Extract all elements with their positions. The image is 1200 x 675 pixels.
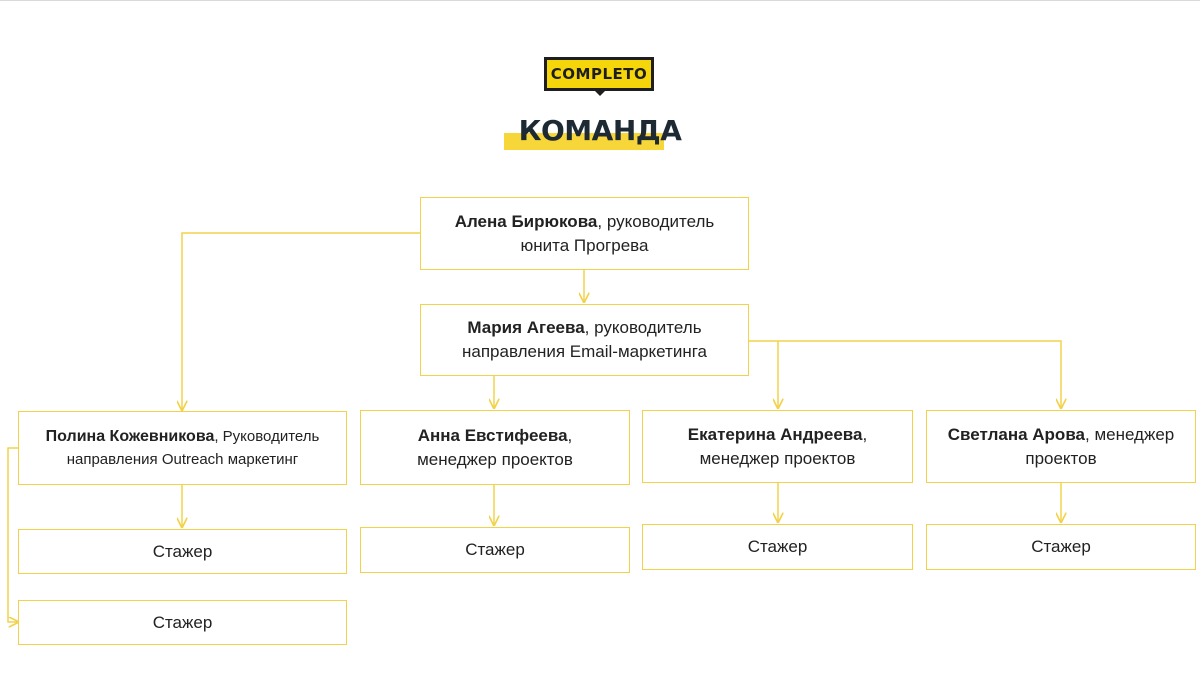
node-name: Екатерина Андреева [687,424,863,444]
intern-label: Стажер [152,541,213,561]
node-role-cont: направления Email-маркетинга [461,342,708,361]
org-node-outreach-lead [18,411,347,485]
node-role: , руководитель [584,318,702,337]
page-title: КОМАНДА [518,114,682,147]
org-node-intern [18,529,347,574]
connector-email-to-ekaterina [749,341,778,408]
node-role-cont: менеджер проектов [417,449,573,469]
node-name: Мария Агеева [467,318,585,337]
node-role: , [567,425,573,445]
org-node-anna [360,410,630,485]
node-role-cont: проектов [1025,448,1097,468]
connector-email-to-svetlana [778,341,1061,408]
org-node-intern [642,524,913,570]
node-name: Анна Евстифеева [417,425,568,445]
connector-head-to-outreach-lead [182,233,420,410]
org-node-email-lead [420,304,749,376]
intern-label: Стажер [1031,537,1091,556]
org-node-intern [360,527,630,573]
logo-text: COMPLETO [547,60,651,88]
node-role: , Руководитель [214,428,320,445]
node-role: , [862,424,868,444]
org-node-intern [926,524,1196,570]
node-role: , менеджер [1085,424,1175,444]
node-name: Светлана Арова [947,424,1085,444]
org-node-intern [18,600,347,645]
org-node-ekaterina [642,410,913,483]
org-node-head [420,197,749,270]
node-role-cont: менеджер проектов [699,448,856,468]
intern-label: Стажер [152,612,213,632]
connector-outreach-to-intern-2 [8,448,18,622]
node-role: , руководитель [597,211,715,231]
intern-label: Стажер [465,540,525,559]
intern-label: Стажер [747,537,808,556]
node-name: Алена Бирюкова [454,211,598,231]
node-role-cont: направления Outreach маркетинг [66,451,299,468]
org-node-svetlana [926,410,1196,483]
node-role-cont: юнита Прогрева [520,235,649,255]
node-name: Полина Кожевникова [45,428,215,445]
